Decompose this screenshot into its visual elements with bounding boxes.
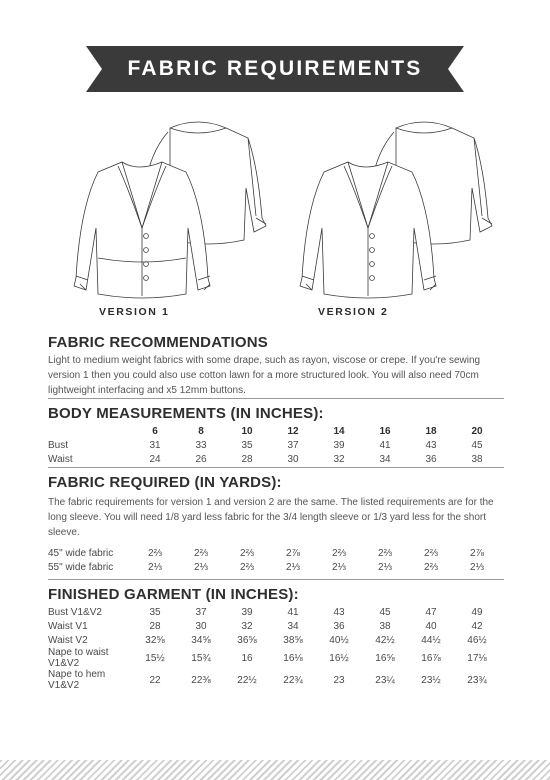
table-row <box>48 560 500 574</box>
finished-garment-heading: FINISHED GARMENT (IN INCHES): <box>48 586 299 603</box>
body-measurements-table <box>48 424 500 466</box>
finished-garment-section <box>48 586 504 691</box>
table-cell: 15¾ <box>191 652 211 664</box>
size-header: 14 <box>333 425 345 437</box>
fabric-required-section <box>48 474 504 574</box>
header-blank-cell <box>48 424 132 438</box>
table-cell: 35 <box>241 439 253 451</box>
table-cell: 2⅔ <box>424 547 438 559</box>
table-cell: 31 <box>149 439 161 451</box>
table-cell: 41 <box>379 439 391 451</box>
table-cell: 16⅛ <box>283 652 303 664</box>
size-header: 16 <box>379 425 391 437</box>
table-header-row <box>48 424 500 438</box>
table-cell: 23½ <box>421 674 441 686</box>
table-cell: 43 <box>425 439 437 451</box>
row-label: Waist V1 <box>48 620 88 632</box>
body-measurements-heading: BODY MEASUREMENTS (IN INCHES): <box>48 405 324 422</box>
table-cell: 16 <box>241 652 253 664</box>
table-cell: 2⅓ <box>194 561 208 573</box>
table-cell: 2⅔ <box>148 547 162 559</box>
table-cell: 40 <box>425 620 437 632</box>
table-cell: 2⅔ <box>332 547 346 559</box>
size-header: 18 <box>425 425 437 437</box>
row-label: 45" wide fabric <box>48 547 114 559</box>
table-cell: 36 <box>333 620 345 632</box>
table-cell: 37 <box>195 606 207 618</box>
table-row <box>48 438 500 452</box>
table-cell: 32 <box>241 620 253 632</box>
table-row <box>48 546 500 560</box>
table-cell: 22⅜ <box>191 674 211 686</box>
table-cell: 2⅓ <box>332 561 346 573</box>
size-header: 10 <box>241 425 253 437</box>
table-cell: 22½ <box>237 674 257 686</box>
table-cell: 2⅓ <box>148 561 162 573</box>
table-cell: 16⅞ <box>421 652 441 664</box>
table-cell: 39 <box>241 606 253 618</box>
row-label: Bust V1&V2 <box>48 606 102 618</box>
table-cell: 45 <box>379 606 391 618</box>
table-cell: 22 <box>149 674 161 686</box>
table-cell: 24 <box>149 453 161 465</box>
table-cell: 49 <box>471 606 483 618</box>
table-cell: 16⅝ <box>375 652 395 664</box>
table-cell: 23 <box>333 674 345 686</box>
table-cell: 30 <box>287 453 299 465</box>
size-header: 6 <box>152 425 158 437</box>
table-cell: 43 <box>333 606 345 618</box>
table-row <box>48 633 500 647</box>
table-cell: 32 <box>333 453 345 465</box>
table-cell: 39 <box>333 439 345 451</box>
table-row <box>48 452 500 466</box>
table-cell: 44½ <box>421 634 441 646</box>
table-cell: 2⅞ <box>470 547 484 559</box>
version-2-blouse-illustration <box>284 108 498 300</box>
footer-stripe-border <box>0 760 550 780</box>
table-cell: 33 <box>195 439 207 451</box>
table-row <box>48 669 500 691</box>
fabric-required-table <box>48 546 500 574</box>
row-label: Nape to hem V1&V2 <box>48 669 106 691</box>
table-cell: 2⅔ <box>240 547 254 559</box>
row-label: Nape to waist V1&V2 <box>48 647 109 669</box>
table-cell: 30 <box>195 620 207 632</box>
version-1-blouse-illustration <box>58 108 272 300</box>
table-cell: 34 <box>287 620 299 632</box>
table-cell: 38⅝ <box>283 634 303 646</box>
table-cell: 2⅞ <box>286 547 300 559</box>
table-cell: 2⅓ <box>286 561 300 573</box>
section-divider <box>48 467 504 468</box>
table-cell: 32⅝ <box>145 634 165 646</box>
table-cell: 28 <box>149 620 161 632</box>
version-2-label: VERSION 2 <box>318 306 389 318</box>
table-cell: 15½ <box>145 652 165 664</box>
size-header: 8 <box>198 425 204 437</box>
table-cell: 2⅔ <box>240 561 254 573</box>
table-cell: 17⅛ <box>467 652 487 664</box>
size-header: 20 <box>471 425 483 437</box>
body-measurements-section <box>48 405 504 466</box>
table-cell: 35 <box>149 606 161 618</box>
table-cell: 42½ <box>375 634 395 646</box>
row-label: Bust <box>48 439 69 451</box>
fabric-recommendations-section <box>48 334 504 398</box>
table-cell: 28 <box>241 453 253 465</box>
table-cell: 23¾ <box>467 674 487 686</box>
section-divider <box>48 398 504 399</box>
table-cell: 38 <box>379 620 391 632</box>
table-cell: 47 <box>425 606 437 618</box>
table-cell: 26 <box>195 453 207 465</box>
front-view <box>74 162 210 298</box>
table-cell: 22¾ <box>283 674 303 686</box>
table-cell: 23¼ <box>375 674 395 686</box>
table-cell: 2⅔ <box>194 547 208 559</box>
table-cell: 2⅓ <box>470 561 484 573</box>
fabric-required-heading: FABRIC REQUIRED (IN YARDS): <box>48 474 282 491</box>
fabric-recommendations-text: Light to medium weight fabrics with some drape, such as rayon, viscose or crepe. If you're sewing version 1 then you could also use cotton lawn for a more structured look. You will also need 70cm lightweight interfacing and x5 12mm buttons. <box>48 355 481 396</box>
table-cell: 45 <box>471 439 483 451</box>
table-cell: 36⅝ <box>237 634 257 646</box>
table-cell: 41 <box>287 606 299 618</box>
row-label: Waist <box>48 453 73 465</box>
table-row <box>48 605 500 619</box>
table-cell: 34⅝ <box>191 634 211 646</box>
row-label: 55" wide fabric <box>48 561 114 573</box>
version-1-label: VERSION 1 <box>99 306 170 318</box>
table-cell: 2⅔ <box>424 561 438 573</box>
title-banner <box>86 46 464 92</box>
table-cell: 42 <box>471 620 483 632</box>
page-title: FABRIC REQUIREMENTS <box>127 57 423 80</box>
table-cell: 37 <box>287 439 299 451</box>
table-row <box>48 647 500 669</box>
table-cell: 40½ <box>329 634 349 646</box>
table-cell: 36 <box>425 453 437 465</box>
table-cell: 38 <box>471 453 483 465</box>
table-cell: 46½ <box>467 634 487 646</box>
row-label: Waist V2 <box>48 634 88 646</box>
fabric-required-text: The fabric requirements for version 1 and version 2 are the same. The listed requirements are for the long sleeve. You will need 1/8 yard less fabric for the 3/4 length sleeve or 1/3 yard less for the short sleeve. <box>48 497 494 538</box>
section-divider <box>48 579 504 580</box>
table-cell: 16½ <box>329 652 349 664</box>
table-cell: 2⅓ <box>378 561 392 573</box>
table-row <box>48 619 500 633</box>
size-header: 12 <box>287 425 299 437</box>
front-view <box>300 162 436 298</box>
finished-garment-table <box>48 605 500 691</box>
table-cell: 34 <box>379 453 391 465</box>
fabric-recommendations-heading: FABRIC RECOMMENDATIONS <box>48 334 268 351</box>
table-cell: 2⅔ <box>378 547 392 559</box>
